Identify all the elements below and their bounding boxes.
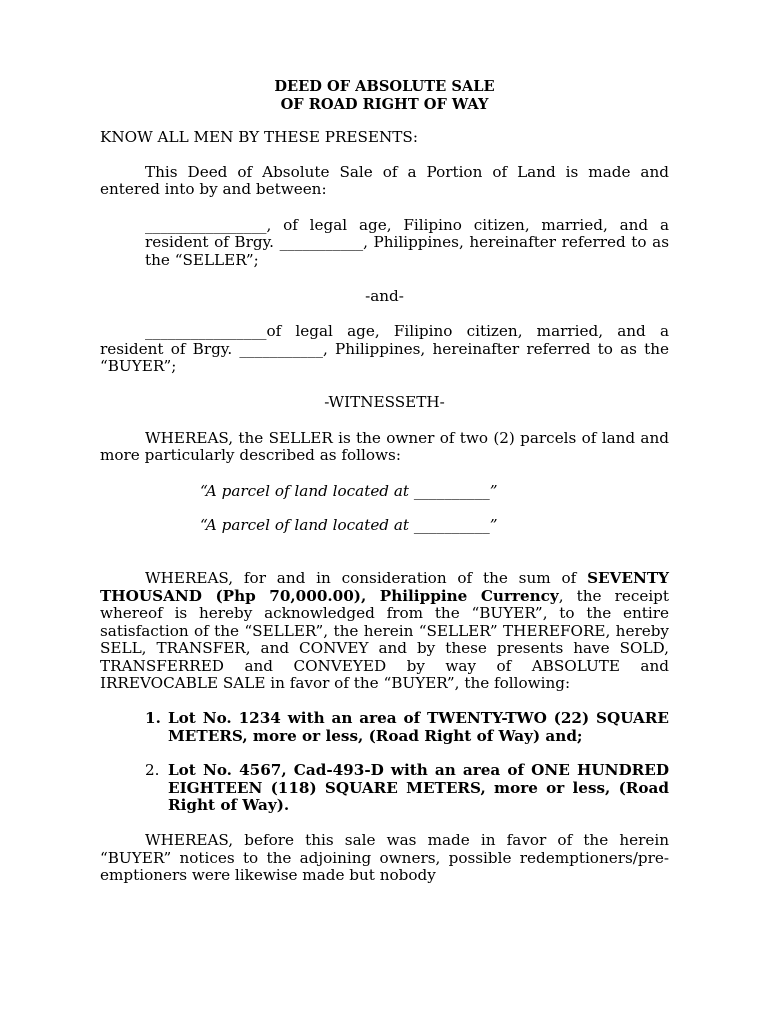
buyer-brgy-blank: ___________ xyxy=(239,339,323,358)
document-page xyxy=(100,78,669,885)
seller-brgy-blank: ___________ xyxy=(279,233,364,252)
parcel-description-2: “A parcel of land located at __________” xyxy=(200,516,498,535)
intro-paragraph: This Deed of Absolute Sale of a Portion of Land is made and entered into by and between: xyxy=(100,162,669,199)
witnesseth-heading: -WITNESSETH- xyxy=(324,392,445,411)
lot-number-1: 1. xyxy=(145,709,161,728)
document-title-line-1: DEED OF ABSOLUTE SALE xyxy=(274,78,495,95)
buyer-text-b: , Philippines, hereinafter referred to as the “BUYER”; xyxy=(100,339,669,376)
parcel-description-1: “A parcel of land located at __________” xyxy=(200,481,498,500)
seller-party-paragraph xyxy=(100,217,669,270)
buyer-text-a: of legal age, Filipino citizen, married, and a resident of Brgy. xyxy=(100,322,669,358)
whereas-owner-paragraph: WHEREAS, the SELLER is the owner of two (2) parcels of land and more particularly described as follows: xyxy=(100,428,669,465)
lot-text-2: Lot No. 4567, Cad-493-D with an area of ONE HUNDRED EIGHTEEN (118) SQUARE METERS, more or less, (Road Right of Way). xyxy=(168,761,669,815)
opening-statement: KNOW ALL MEN BY THESE PRESENTS: xyxy=(100,128,418,146)
document-title-line-2: OF ROAD RIGHT OF WAY xyxy=(280,96,489,113)
whereas-consideration-paragraph xyxy=(100,570,669,693)
consideration-text-a: WHEREAS, for and in consideration of the sum of xyxy=(145,568,588,587)
consideration-amount: SEVENTY THOUSAND (Php 70,000.00), Philippine Currency xyxy=(100,568,669,605)
lot-text-1: Lot No. 1234 with an area of TWENTY-TWO (22) SQUARE METERS, more or less, (Road Right of Way) and; xyxy=(168,709,669,745)
seller-text-a: , of legal age, Filipino citizen, married, and a resident of Brgy. xyxy=(145,215,669,252)
consideration-text-b: , the receipt whereof is hereby acknowledged from the “BUYER”, to the entire satisfaction of the “SELLER”, the herein “SELLER” THEREFORE, hereby SELL, TRANSFER, and CONVEY and by these presents have SOLD, TRANSFERRED and CONVEYED by way of ABSOLUTE and IRREVOCABLE SALE in favor of the “BUYER”, the following: xyxy=(100,586,669,693)
buyer-party-paragraph xyxy=(100,323,669,376)
seller-name-blank: ________________ xyxy=(145,215,267,234)
buyer-name-blank: ________________ xyxy=(145,322,267,341)
lot-item-1 xyxy=(100,710,669,745)
and-separator: -and- xyxy=(365,286,404,305)
whereas-notice-paragraph: WHEREAS, before this sale was made in favor of the herein “BUYER” notices to the adjoining owners, possible redemptioners/pre-emptioners were likewise made but nobody xyxy=(100,831,669,885)
lot-item-2 xyxy=(100,762,669,815)
seller-text-b: , Philippines, hereinafter referred to as the “SELLER”; xyxy=(145,233,669,269)
lot-list xyxy=(100,710,669,815)
lot-number-2: 2. xyxy=(145,761,160,780)
